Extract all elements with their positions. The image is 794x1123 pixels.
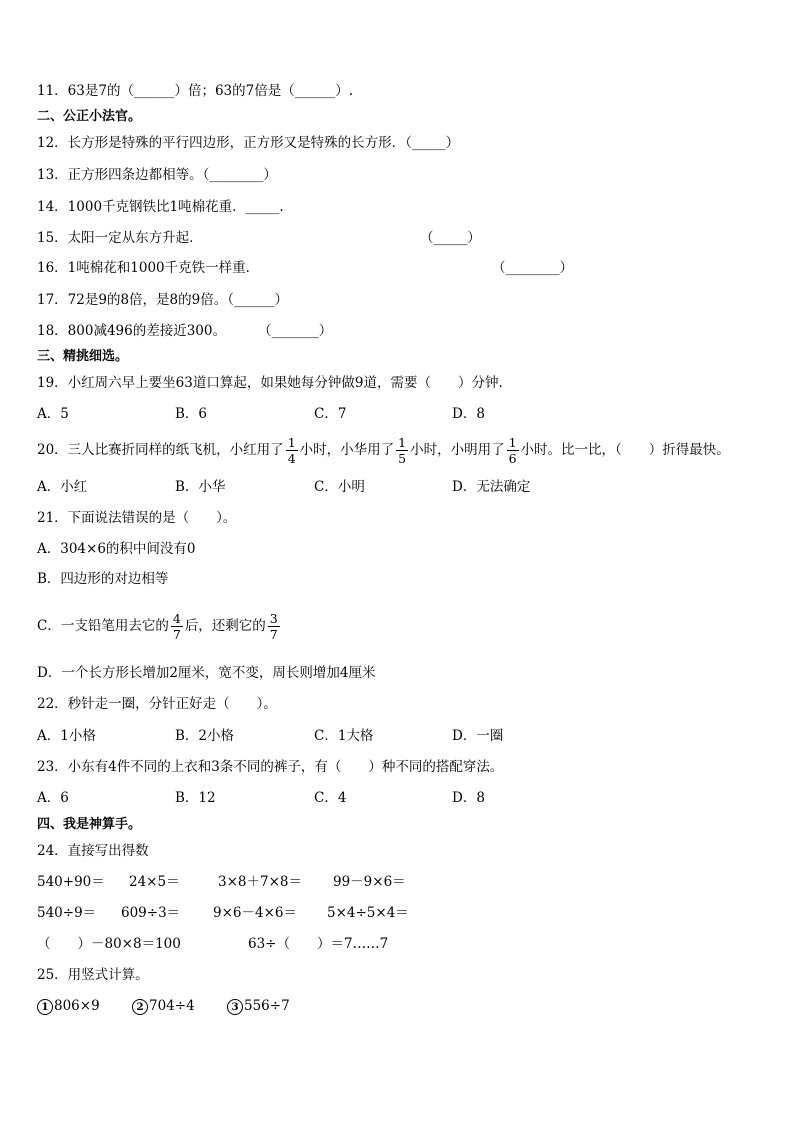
fraction-numerator: 1 <box>398 435 407 450</box>
fraction-denominator: 7 <box>172 627 181 642</box>
fraction-denominator: 4 <box>287 451 296 466</box>
calc-2-3: 9×6－4×6＝ <box>213 905 297 921</box>
option-23-c: C．4 <box>314 790 347 806</box>
fraction-1-4 <box>286 435 298 466</box>
vertical-calc-expr-1: 806×9 <box>54 998 100 1014</box>
fraction-denominator: 6 <box>508 451 517 466</box>
option-19-b: B．6 <box>175 406 208 422</box>
vertical-calc-3 <box>227 997 290 1015</box>
option-20-d: D．无法确定 <box>452 479 531 495</box>
vertical-calc-expr-3: 556÷7 <box>244 998 290 1014</box>
option-21-c-text-2: 后，还剩它的 <box>184 618 266 634</box>
question-20-text-4: 小时。比一比，（ ）折得最快。 <box>520 442 730 458</box>
calc-2-4: 5×4÷5×4＝ <box>327 905 409 921</box>
vertical-calc-1 <box>37 997 100 1015</box>
answer-blank-15: （_____） <box>420 230 481 246</box>
option-19-d: D．8 <box>452 406 485 422</box>
option-21-a: A．304×6的积中间没有0 <box>37 541 196 557</box>
question-11: 11．63是7的（______）倍；63的7倍是（______）. <box>37 83 354 99</box>
question-23: 23．小东有4件不同的上衣和3条不同的裤子，有（ ）种不同的搭配穿法。 <box>37 759 504 775</box>
fraction-denominator: 7 <box>269 627 278 642</box>
calc-2-1: 540÷9＝ <box>37 905 97 921</box>
option-20-b: B．小华 <box>175 479 226 495</box>
question-19: 19．小红周六早上要坐63道口算起，如果她每分钟做9道，需要（ ）分钟． <box>37 375 512 391</box>
fraction-numerator: 3 <box>269 611 278 626</box>
question-22: 22．秒针走一圈，分针正好走（ ）。 <box>37 696 277 712</box>
answer-blank-18: （_______） <box>258 323 333 339</box>
question-20-text-3: 小时，小明用了 <box>410 442 505 458</box>
question-25: 25．用竖式计算。 <box>37 967 149 983</box>
question-20-text-2: 小时，小华用了 <box>299 442 395 458</box>
answer-blank-16: （________） <box>492 260 573 276</box>
calc-3-2: 63÷（ ）＝7……7 <box>248 936 389 952</box>
fraction-3-7 <box>268 611 280 642</box>
option-21-d: D．一个长方形长增加2厘米，宽不变，周长则增加4厘米 <box>37 665 376 681</box>
option-22-c: C．1大格 <box>314 728 374 744</box>
fraction-numerator: 1 <box>287 435 296 450</box>
question-17: 17．72是9的8倍，是8的9倍。（______） <box>37 292 288 308</box>
question-20 <box>37 433 730 467</box>
vertical-calc-expr-2: 704÷4 <box>149 998 195 1014</box>
option-23-d: D．8 <box>452 790 485 806</box>
circled-number-2: 2 <box>132 999 148 1015</box>
question-12: 12．长方形是特殊的平行四边形，正方形又是特殊的长方形．（_____） <box>37 135 460 151</box>
option-20-a: A．小红 <box>37 479 88 495</box>
question-14: 14．1000千克钢铁比1吨棉花重．_____. <box>37 199 284 215</box>
option-21-c <box>37 608 282 644</box>
option-22-a: A．1小格 <box>37 728 96 744</box>
calc-1-1: 540+90＝ <box>37 874 105 890</box>
option-19-c: C．7 <box>314 406 347 422</box>
section-heading-3: 三、精挑细选。 <box>37 349 129 364</box>
option-23-b: B．12 <box>175 790 216 806</box>
calc-1-4: 99－9×6＝ <box>333 874 406 890</box>
option-23-a: A．6 <box>37 790 69 806</box>
option-19-a: A．5 <box>37 406 69 422</box>
circled-number-3: 3 <box>227 999 243 1015</box>
calc-1-2: 24×5＝ <box>129 874 180 890</box>
fraction-denominator: 5 <box>398 451 407 466</box>
question-15: 15．太阳一定从东方升起． <box>37 230 203 246</box>
option-21-b: B．四边形的对边相等 <box>37 571 169 587</box>
section-heading-4: 四、我是神算手。 <box>37 817 142 832</box>
option-22-b: B．2小格 <box>175 728 235 744</box>
vertical-calc-2 <box>132 997 195 1015</box>
fraction-numerator: 1 <box>508 435 517 450</box>
question-13: 13．正方形四条边都相等。（________） <box>37 167 277 183</box>
calc-1-3: 3×8＋7×8＝ <box>218 874 302 890</box>
option-22-d: D．一圈 <box>452 728 504 744</box>
option-21-c-text-1: C．一支铅笔用去它的 <box>37 618 169 634</box>
fraction-1-5 <box>396 435 408 466</box>
fraction-1-6 <box>507 435 519 466</box>
calc-2-2: 609÷3＝ <box>121 905 181 921</box>
option-20-c: C．小明 <box>314 479 365 495</box>
circled-number-1: 1 <box>37 999 53 1015</box>
question-16: 16．1吨棉花和1000千克铁一样重． <box>37 260 260 276</box>
question-18: 18．800减496的差接近300。 <box>37 323 226 339</box>
section-heading-2: 二、公正小法官。 <box>37 109 142 124</box>
fraction-numerator: 4 <box>172 611 181 626</box>
question-21: 21．下面说法错误的是（ ）。 <box>37 510 237 526</box>
question-24: 24．直接写出得数 <box>37 843 149 859</box>
question-20-text-1: 20．三人比赛折同样的纸飞机，小红用了 <box>37 442 284 458</box>
calc-3-1: （ ）－80×8＝100 <box>37 936 181 952</box>
fraction-4-7 <box>171 611 183 642</box>
